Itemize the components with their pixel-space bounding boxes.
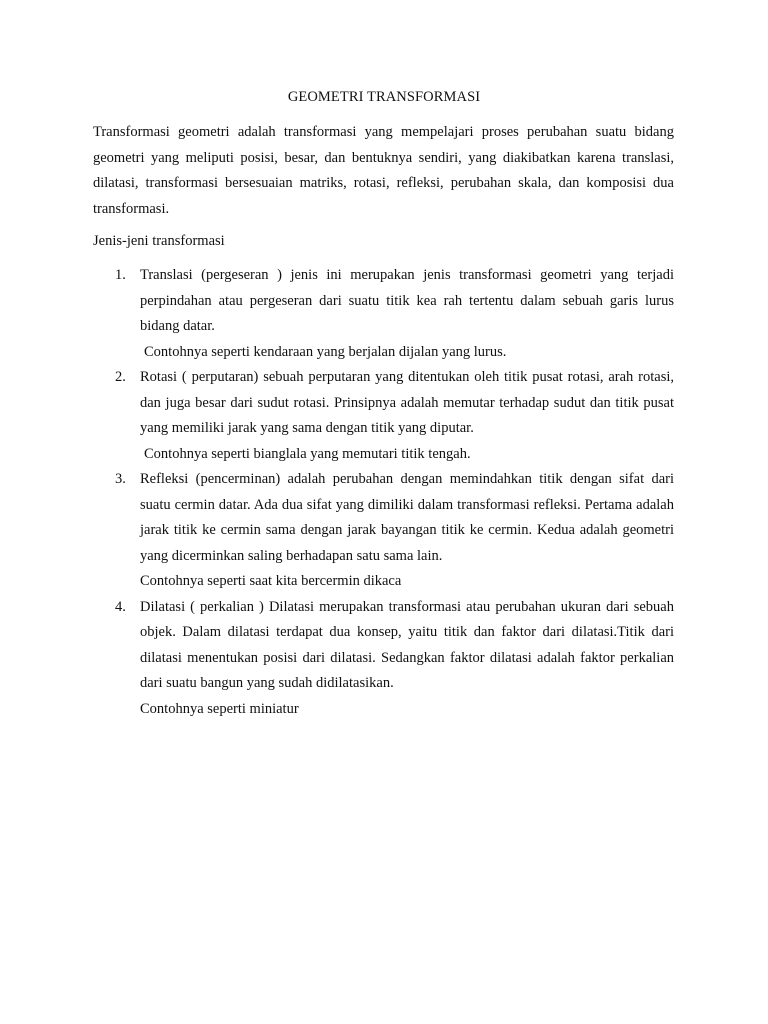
- intro-paragraph: Transformasi geometri adalah transformasi yang mempelajari proses perubahan suatu bidang geometri yang meliputi posisi, besar, dan bentuknya sendiri, yang diakibatkan karena translasi, dilatasi, transformasi bersesuaian matriks, rotasi, refleksi, perubahan skala, dan komposisi dua transformasi.: [93, 124, 674, 217]
- list-item-number: 4.: [115, 598, 126, 615]
- list-item-example: Contohnya seperti kendaraan yang berjalan dijalan yang lurus.: [144, 343, 507, 360]
- document-title: GEOMETRI TRANSFORMASI: [287, 89, 481, 105]
- list-item-rotasi: [93, 365, 674, 467]
- list-item-text: Refleksi (pencerminan) adalah perubahan dengan memindahkan titik dengan sifat dari suatu cermin datar. Ada dua sifat yang dimiliki dalam transformasi refleksi. Pertama adalah jarak titik ke cermin sama dengan jarak bayangan titik ke cermin. Kedua adalah geometri yang dicerminkan saling berhadapan satu sama lain.: [140, 471, 674, 564]
- list-item-text: Dilatasi ( perkalian ) Dilatasi merupakan transformasi atau perubahan ukuran dari sebuah objek. Dalam dilatasi terdapat dua konsep, yaitu titik dan faktor dari dilatasi.Titik dari dilatasi menentukan posisi dari dilatasi. Sedangkan faktor dilatasi adalah faktor perkalian dari suatu bangun yang sudah didilatasikan.: [140, 598, 674, 691]
- list-item-number: 3.: [115, 471, 126, 487]
- list-item-example: Contohnya seperti bianglala yang memutari titik tengah.: [144, 445, 471, 462]
- list-item-dilatasi: [93, 595, 674, 723]
- list-item-translasi: [93, 263, 674, 365]
- list-item-number: 2.: [115, 369, 126, 385]
- list-item-text: Rotasi ( perputaran) sebuah perputaran yang ditentukan oleh titik pusat rotasi, arah rotasi, dan juga besar dari sudut rotasi. Prinsipnya adalah memutar terhadap sudut dan titik pusat yang memiliki jarak yang sama dengan titik yang diputar.: [140, 369, 674, 436]
- section-subheading: Jenis-jeni transformasi: [93, 233, 225, 249]
- transformation-list: [93, 263, 674, 722]
- list-item-example: Contohnya seperti saat kita bercermin dikaca: [140, 573, 402, 589]
- list-item-example: Contohnya seperti miniatur: [140, 700, 299, 717]
- list-item-text: Translasi (pergeseran ) jenis ini merupakan jenis transformasi geometri yang terjadi perpindahan atau pergeseran dari suatu titik kea rah tertentu dalam sebuah garis lurus bidang datar.: [140, 267, 674, 334]
- list-item-number: 1.: [115, 267, 126, 283]
- list-item-refleksi: [93, 467, 674, 595]
